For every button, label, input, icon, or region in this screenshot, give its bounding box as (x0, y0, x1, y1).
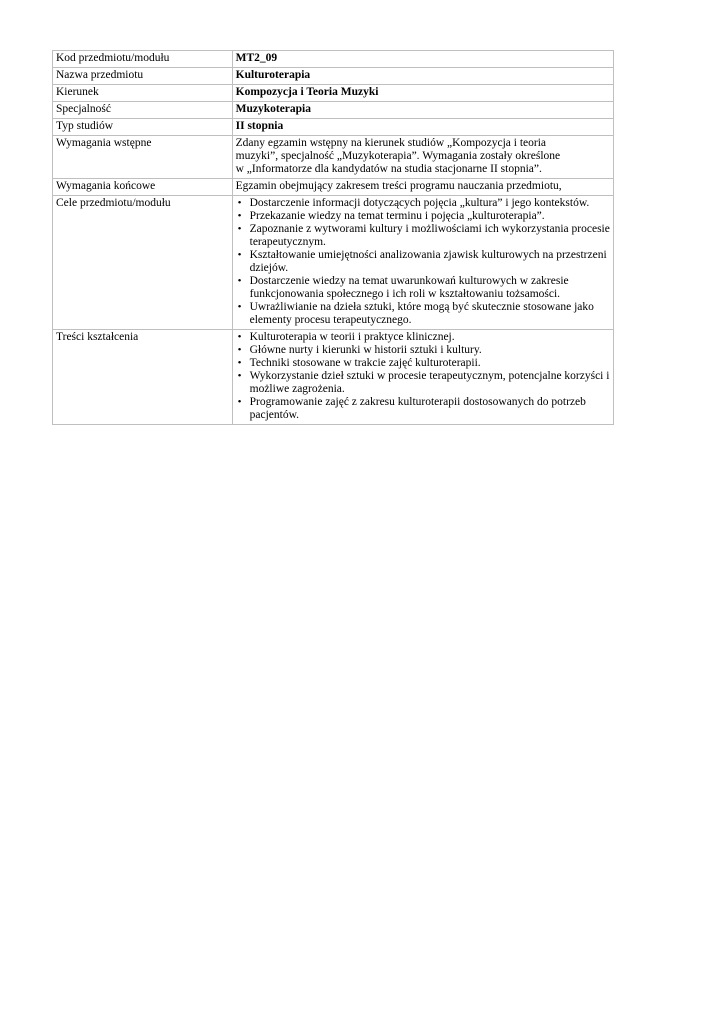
list-item: • Przekazanie wiedzy na temat terminu i pojęcia „kulturoterapia”. (250, 210, 610, 223)
table-row (53, 51, 614, 68)
final-requirements-label: Wymagania końcowe (53, 179, 233, 196)
course-info-table (52, 50, 614, 425)
study-type-label: Typ studiów (53, 119, 233, 136)
prerequisites-value (232, 136, 613, 179)
table-row (53, 179, 614, 196)
prerequisites-line: muzyki”, specjalność „Muzykoterapia”. Wymagania zostały określone (235, 150, 561, 162)
table-row (53, 330, 614, 425)
list-item: • Zapoznanie z wytworami kultury i możliwościami ich wykorzystania procesie terapeutycznym. (250, 223, 610, 249)
list-item: • Dostarczenie wiedzy na temat uwarunkowań kulturowych w zakresie funkcjonowania społecznego i ich roli w kształtowaniu tożsamości. (250, 275, 610, 301)
content-label: Treści kształcenia (53, 330, 233, 425)
list-item: • Główne nurty i kierunki w historii sztuki i kultury. (250, 344, 610, 357)
content-value (232, 330, 613, 425)
table-row (53, 196, 614, 330)
course-name-value: Kulturoterapia (232, 68, 613, 85)
prerequisites-line: w „Informatorze dla kandydatów na studia stacjonarne II stopnia”. (235, 163, 542, 175)
list-item: • Kulturoterapia w teorii i praktyce klinicznej. (250, 331, 610, 344)
table-row (53, 102, 614, 119)
prerequisites-line: Zdany egzamin wstępny na kierunek studiów „Kompozycja i teoria (235, 137, 547, 149)
table-row (53, 68, 614, 85)
study-type-value: II stopnia (232, 119, 613, 136)
table-row (53, 85, 614, 102)
prerequisites-label: Wymagania wstępne (53, 136, 233, 179)
course-sheet (52, 50, 614, 425)
final-requirements-value: Egzamin obejmujący zakresem treści programu nauczania przedmiotu, (232, 179, 613, 196)
course-code-value: MT2_09 (232, 51, 613, 68)
list-item: • Dostarczenie informacji dotyczących pojęcia „kultura” i jego kontekstów. (250, 197, 610, 210)
table-row (53, 119, 614, 136)
goals-label: Cele przedmiotu/modułu (53, 196, 233, 330)
list-item: • Kształtowanie umiejętności analizowania zjawisk kulturowych na przestrzeni dziejów. (250, 249, 610, 275)
list-item: • Wykorzystanie dzieł sztuki w procesie terapeutycznym, potencjalne korzyści i możliwe zagrożenia. (250, 370, 610, 396)
field-of-study-value: Kompozycja i Teoria Muzyki (232, 85, 613, 102)
list-item: • Uwrażliwianie na dzieła sztuki, które mogą być skutecznie stosowane jako elementy procesu terapeutycznego. (250, 301, 610, 327)
table-row (53, 136, 614, 179)
list-item: • Programowanie zajęć z zakresu kulturoterapii dostosowanych do potrzeb pacjentów. (250, 396, 610, 422)
goals-list (236, 197, 610, 327)
goals-value (232, 196, 613, 330)
field-of-study-label: Kierunek (53, 85, 233, 102)
course-name-label: Nazwa przedmiotu (53, 68, 233, 85)
specialty-value: Muzykoterapia (232, 102, 613, 119)
course-code-label: Kod przedmiotu/modułu (53, 51, 233, 68)
list-item: • Techniki stosowane w trakcie zajęć kulturoterapii. (250, 357, 610, 370)
specialty-label: Specjalność (53, 102, 233, 119)
content-list (236, 331, 610, 422)
